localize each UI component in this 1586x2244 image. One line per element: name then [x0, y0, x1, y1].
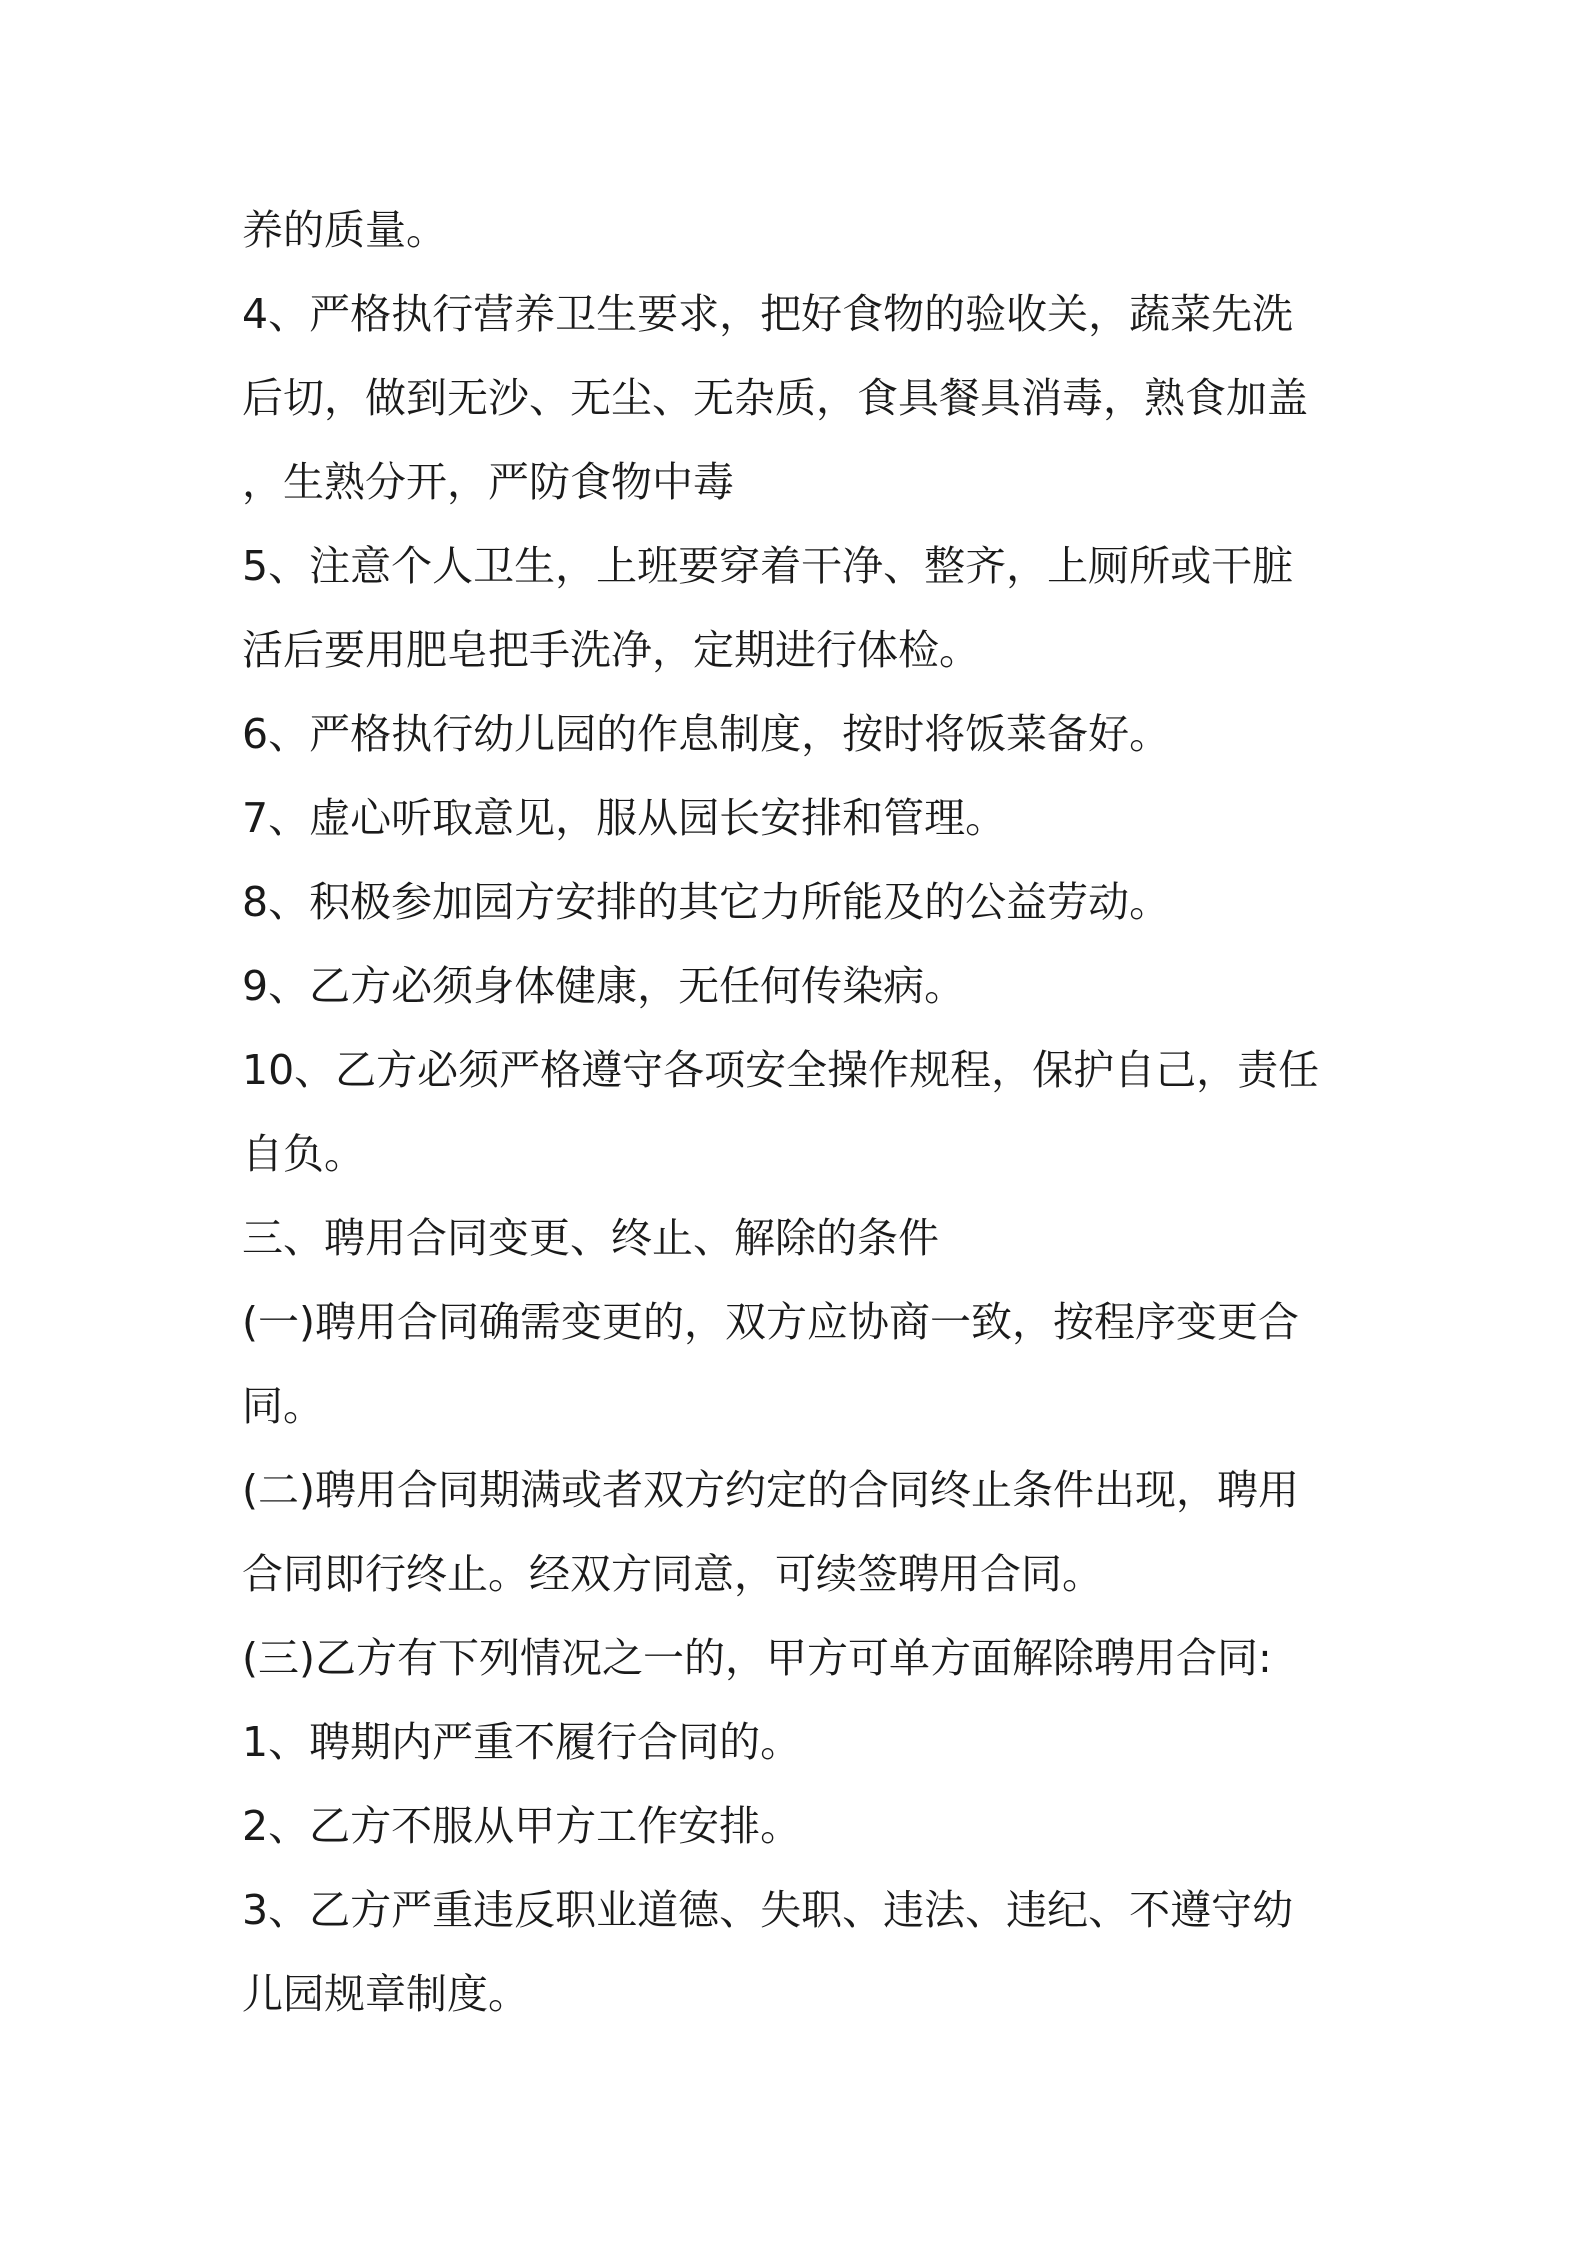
text-line: 活后要用肥皂把手洗净，定期进行体检。: [242, 626, 980, 674]
text-line: 3、乙方严重违反职业道德、失职、违法、违纪、不遵守幼: [242, 1886, 1294, 1934]
text-line: 6、严格执行幼儿园的作息制度，按时将饭菜备好。: [242, 710, 1171, 758]
text-line: 9、乙方必须身体健康，无任何传染病。: [242, 962, 966, 1010]
text-line: 合同即行终止。经双方同意，可续签聘用合同。: [242, 1550, 1103, 1598]
text-line: (三)乙方有下列情况之一的，甲方可单方面解除聘用合同:: [242, 1634, 1272, 1682]
section-heading: 三、聘用合同变更、终止、解除的条件: [242, 1214, 939, 1262]
text-line: (二)聘用合同期满或者双方约定的合同终止条件出现，聘用: [242, 1466, 1299, 1514]
text-line: 后切，做到无沙、无尘、无杂质，食具餐具消毒，熟食加盖: [242, 374, 1308, 422]
text-line: 8、积极参加园方安排的其它力所能及的公益劳动。: [242, 878, 1171, 926]
text-line: 4、严格执行营养卫生要求，把好食物的验收关，蔬菜先洗: [242, 290, 1294, 338]
text-line: 7、虚心听取意见，服从园长安排和管理。: [242, 794, 1007, 842]
text-line: 自负。: [242, 1130, 365, 1178]
text-line: 儿园规章制度。: [242, 1970, 529, 2018]
text-line: 2、乙方不服从甲方工作安排。: [242, 1802, 802, 1850]
text-line: 同。: [242, 1382, 324, 1430]
text-line: 1、聘期内严重不履行合同的。: [242, 1718, 802, 1766]
text-line: ，生熟分开，严防食物中毒: [242, 458, 734, 506]
text-line: 5、注意个人卫生，上班要穿着干净、整齐，上厕所或干脏: [242, 542, 1294, 590]
contract-body-text: [242, 188, 1360, 2036]
text-line: 养的质量。: [242, 206, 447, 254]
text-line: (一)聘用合同确需变更的，双方应协商一致，按程序变更合: [242, 1298, 1299, 1346]
text-line: 10、乙方必须严格遵守各项安全操作规程，保护自己，责任: [242, 1046, 1320, 1094]
